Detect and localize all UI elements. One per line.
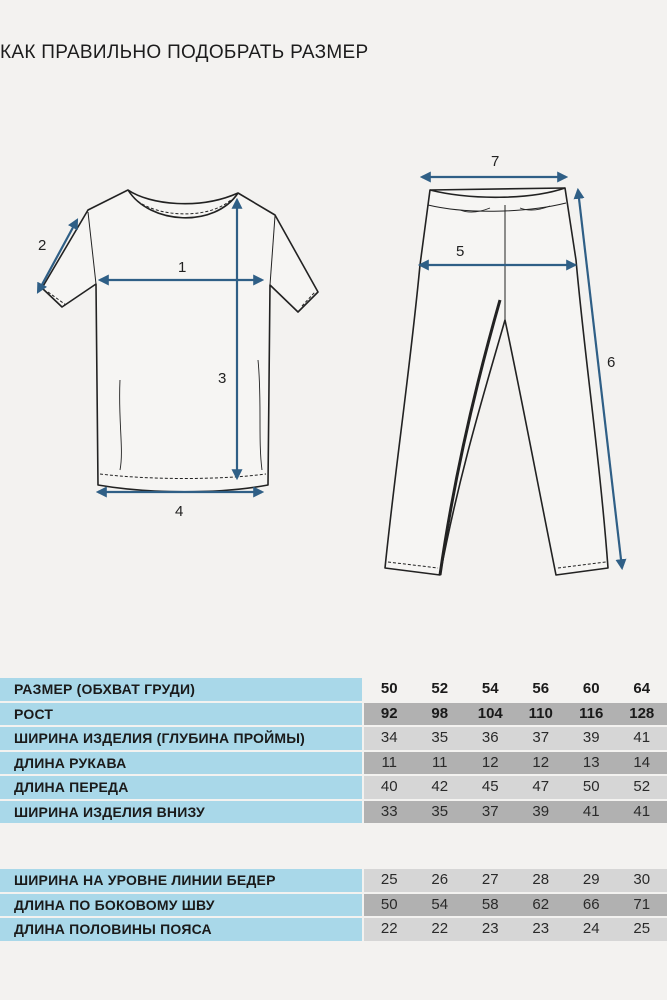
cell: 52 [431, 680, 449, 697]
cell: 26 [431, 871, 449, 888]
cell: 50 [380, 895, 398, 913]
row-label: ДЛИНА РУКАВА [0, 752, 362, 775]
row-label: РОСТ [0, 703, 362, 726]
row-label: ДЛИНА ПОЛОВИНЫ ПОЯСА [0, 918, 362, 941]
cell: 98 [431, 704, 449, 722]
table-row [0, 894, 667, 919]
cell: 39 [532, 802, 550, 820]
cell: 50 [582, 778, 600, 795]
cell: 35 [431, 802, 449, 820]
cell: 50 [380, 680, 398, 697]
cell: 92 [380, 704, 398, 722]
cell: 54 [431, 895, 449, 913]
cell: 41 [633, 729, 651, 746]
table-row [0, 801, 667, 826]
size-table-pants [0, 869, 667, 943]
pants-drawing [385, 188, 608, 575]
cell: 104 [477, 704, 503, 722]
label-5: 5 [456, 243, 465, 260]
cell: 39 [582, 729, 600, 746]
row-label: РАЗМЕР (ОБХВАТ ГРУДИ) [0, 678, 362, 701]
label-1: 1 [178, 259, 187, 276]
page-title: КАК ПРАВИЛЬНО ПОДОБРАТЬ РАЗМЕР [0, 42, 369, 63]
table-row [0, 752, 667, 777]
cell: 62 [532, 895, 550, 913]
label-4: 4 [175, 503, 184, 520]
table-row [0, 678, 667, 703]
row-label: ШИРИНА ИЗДЕЛИЯ ВНИЗУ [0, 801, 362, 824]
tshirt-drawing [42, 190, 318, 492]
label-3: 3 [218, 370, 227, 387]
cell: 110 [528, 704, 553, 722]
cell: 23 [532, 920, 550, 937]
cell: 54 [481, 680, 499, 697]
cell: 42 [431, 778, 449, 795]
cell: 45 [481, 778, 499, 795]
label-7: 7 [491, 153, 500, 170]
cell: 52 [633, 778, 651, 795]
cell: 37 [532, 729, 550, 746]
table-row [0, 776, 667, 801]
label-6: 6 [607, 354, 616, 371]
label-2: 2 [38, 237, 47, 254]
row-label: ДЛИНА ПЕРЕДА [0, 776, 362, 799]
cell: 64 [633, 680, 651, 697]
cell: 22 [431, 920, 449, 937]
cell: 71 [633, 895, 651, 913]
row-label: ДЛИНА ПО БОКОВОМУ ШВУ [0, 894, 362, 917]
cell: 66 [582, 895, 600, 913]
cell: 58 [481, 895, 499, 913]
cell: 11 [381, 753, 398, 771]
cell: 14 [633, 753, 651, 771]
cell: 116 [579, 704, 604, 722]
cell: 128 [629, 704, 655, 722]
cell: 29 [582, 871, 600, 888]
cell: 40 [380, 778, 398, 795]
cell: 41 [582, 802, 600, 820]
cell: 33 [380, 802, 398, 820]
cell: 12 [532, 753, 550, 771]
table-row [0, 727, 667, 752]
cell: 56 [532, 680, 550, 697]
cell: 47 [532, 778, 550, 795]
cell: 11 [431, 753, 448, 771]
table-row [0, 703, 667, 728]
cell: 25 [633, 920, 651, 937]
cell: 27 [481, 871, 499, 888]
cell: 35 [431, 729, 449, 746]
cell: 24 [582, 920, 600, 937]
cell: 37 [481, 802, 499, 820]
cell: 41 [633, 802, 651, 820]
cell: 28 [532, 871, 550, 888]
cell: 36 [481, 729, 499, 746]
cell: 34 [380, 729, 398, 746]
cell: 25 [380, 871, 398, 888]
row-label: ШИРИНА ИЗДЕЛИЯ (ГЛУБИНА ПРОЙМЫ) [0, 727, 362, 750]
cell: 13 [582, 753, 600, 771]
cell: 23 [481, 920, 499, 937]
size-table-tshirt [0, 678, 667, 825]
row-label: ШИРИНА НА УРОВНЕ ЛИНИИ БЕДЕР [0, 869, 362, 892]
cell: 22 [380, 920, 398, 937]
cell: 30 [633, 871, 651, 888]
cell: 60 [582, 680, 600, 697]
table-row [0, 869, 667, 894]
table-row [0, 918, 667, 943]
cell: 12 [481, 753, 499, 771]
